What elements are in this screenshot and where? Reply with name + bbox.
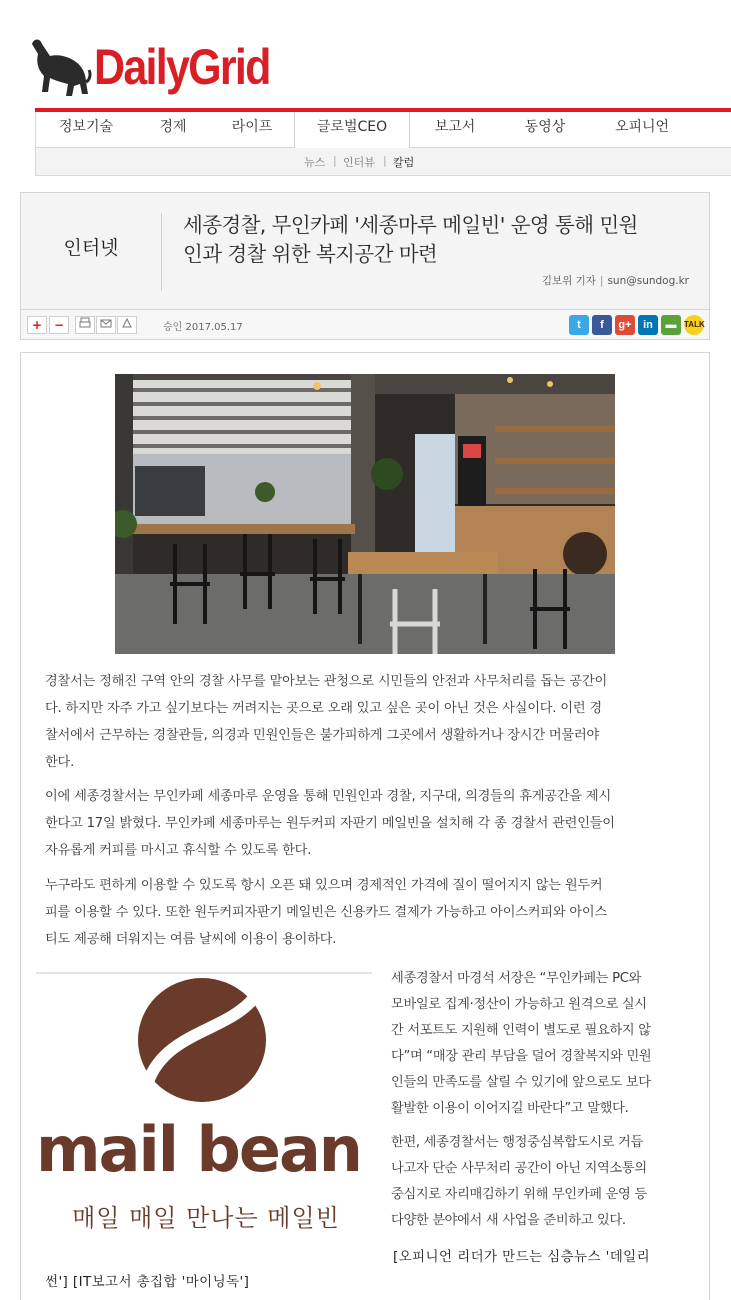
article-headline	[183, 211, 698, 269]
promo-text[interactable]: 썬'] [IT보고서 총집합 '마이닝독']	[45, 1274, 250, 1290]
text-line: 피를 이용할 수 있다. 또한 원두커피자판기 메일빈은 신용카드 결제가 가능하고 아이스커피와 아이스	[45, 905, 608, 920]
text-line: 한다고 17일 밝혔다. 무인카페 세종마루는 원두커피 자판기 메일빈을 설치해 각 종 경찰서 관련인들이	[45, 816, 615, 831]
text-line: 이에 세종경찰서는 무인카페 세종마루 운영을 통해 민원인과 경찰, 지구대, 의경들의 휴게공간을 제시	[45, 789, 611, 804]
sub-nav	[35, 148, 731, 176]
twitter-icon[interactable]: t	[569, 315, 589, 335]
byline	[542, 273, 689, 288]
mailbean-tagline: 매일 매일 만나는 메일빈	[72, 1204, 340, 1232]
cafe-photo	[115, 374, 615, 654]
subnav-separator: |	[333, 154, 337, 167]
subnav-item-news[interactable]: 뉴스	[304, 156, 326, 169]
author-name: 김보위 기자	[541, 275, 596, 287]
headline-line: 인과 경찰 위한 복지공간 마련	[183, 242, 438, 266]
byline-separator: |	[599, 275, 604, 287]
linkedin-icon[interactable]: in	[638, 315, 658, 335]
google-plus-icon[interactable]: g+	[615, 315, 635, 335]
paragraph	[45, 783, 685, 864]
text-line: 한다.	[45, 755, 75, 770]
kakaotalk-icon[interactable]: TALK	[684, 315, 704, 335]
text-line: 자유롭게 커피를 마시고 휴식할 수 있도록 한다.	[45, 843, 312, 858]
text-line: 모바일로 집계·정산이 가능하고 원격으로 실시	[391, 997, 647, 1012]
promo-text[interactable]: [오피니언 리더가 만드는 심층뉴스 '데일리	[393, 1249, 651, 1265]
brand-name: DailyGrid	[94, 39, 270, 95]
article-toolbar	[20, 310, 710, 340]
author-email[interactable]: sun@sundog.kr	[607, 275, 689, 287]
text-line: 중심지로 자리매김하기 위해 무인카페 운영 등	[391, 1187, 647, 1202]
text-line: 간 서포트도 지원해 인력이 별도로 필요하지 않	[391, 1023, 651, 1038]
article-category[interactable]: 인터넷	[63, 237, 119, 259]
coffee-bean-icon	[36, 972, 372, 1112]
text-line: 인들의 만족도를 살릴 수 있기에 앞으로도 보다	[391, 1075, 651, 1090]
text-line: 한편, 세종경찰서는 행정중심복합도시로 거듭	[391, 1135, 643, 1150]
font-increase-button[interactable]: +	[27, 316, 47, 334]
band-icon[interactable]: ▬	[661, 315, 681, 335]
nav-item-report[interactable]: 보고서	[434, 119, 476, 135]
scrap-icon[interactable]	[117, 316, 137, 334]
nav-item-global-ceo[interactable]: 글로벌CEO	[294, 112, 410, 149]
nav-item-video[interactable]: 동영상	[524, 119, 566, 135]
paragraph	[391, 1130, 687, 1234]
article-header	[20, 192, 710, 310]
facebook-icon[interactable]: f	[592, 315, 612, 335]
site-logo[interactable]	[28, 34, 278, 100]
mailbean-logo-image	[36, 972, 372, 1234]
subnav-separator: |	[383, 154, 387, 167]
dog-logo-icon	[28, 34, 92, 100]
text-line: 다양한 분야에서 새 사업을 준비하고 있다.	[391, 1213, 626, 1228]
text-line: 나고자 단순 사무처리 공간이 아닌 지역소통의	[391, 1161, 647, 1176]
approval-date: 승인 2017.05.17	[163, 322, 243, 333]
paragraph	[45, 872, 685, 953]
text-line: 티도 제공해 더워지는 여름 날씨에 이용이 용이하다.	[45, 932, 337, 947]
paragraph	[391, 966, 687, 1122]
subnav-item-column[interactable]: 칼럼	[393, 156, 415, 169]
paragraph	[45, 668, 685, 776]
mailbean-wordmark: mail bean	[36, 1113, 361, 1186]
main-nav	[35, 112, 731, 148]
text-line: 활발한 이용이 이어지길 바란다”고 말했다.	[391, 1101, 629, 1116]
text-line: 누구라도 편하게 이용할 수 있도록 항시 오픈 돼 있으며 경제적인 가격에 질이 떨어지지 않는 원두커	[45, 878, 603, 893]
cafe-photo-illustration	[115, 374, 615, 654]
nav-item-it[interactable]: 정보기술	[58, 119, 114, 135]
text-line: 경찰서는 정해진 구역 안의 경찰 사무를 맡아보는 관청으로 시민들의 안전과 사무처리를 돕는 공간이	[45, 674, 608, 689]
email-icon[interactable]	[96, 316, 116, 334]
subnav-item-interview[interactable]: 인터뷰	[343, 156, 375, 169]
print-icon[interactable]	[75, 316, 95, 334]
text-line: 다”며 “매장 관리 부담을 덜어 경찰복지와 민원	[391, 1049, 652, 1064]
text-line: 다. 하지만 자주 가고 싶기보다는 꺼려지는 곳으로 오래 있고 싶은 곳이 아닌 것은 사실이다. 이런 경	[45, 701, 602, 716]
text-line: 세종경찰서 마경석 서장은 “무인카페는 PC와	[391, 971, 642, 986]
headline-line: 세종경찰, 무인카페 '세종마루 메일빈' 운영 통해 민원	[183, 213, 638, 237]
font-decrease-button[interactable]: −	[49, 316, 69, 334]
nav-item-opinion[interactable]: 오피니언	[614, 119, 670, 135]
text-line: 찰서에서 근무하는 경찰관들, 의경과 민원인들은 불가피하게 그곳에서 생활하거나 장시간 머물러야	[45, 728, 600, 743]
category-divider	[161, 213, 162, 291]
nav-item-economy[interactable]: 경제	[159, 119, 187, 135]
nav-item-life[interactable]: 라이프	[231, 119, 273, 135]
